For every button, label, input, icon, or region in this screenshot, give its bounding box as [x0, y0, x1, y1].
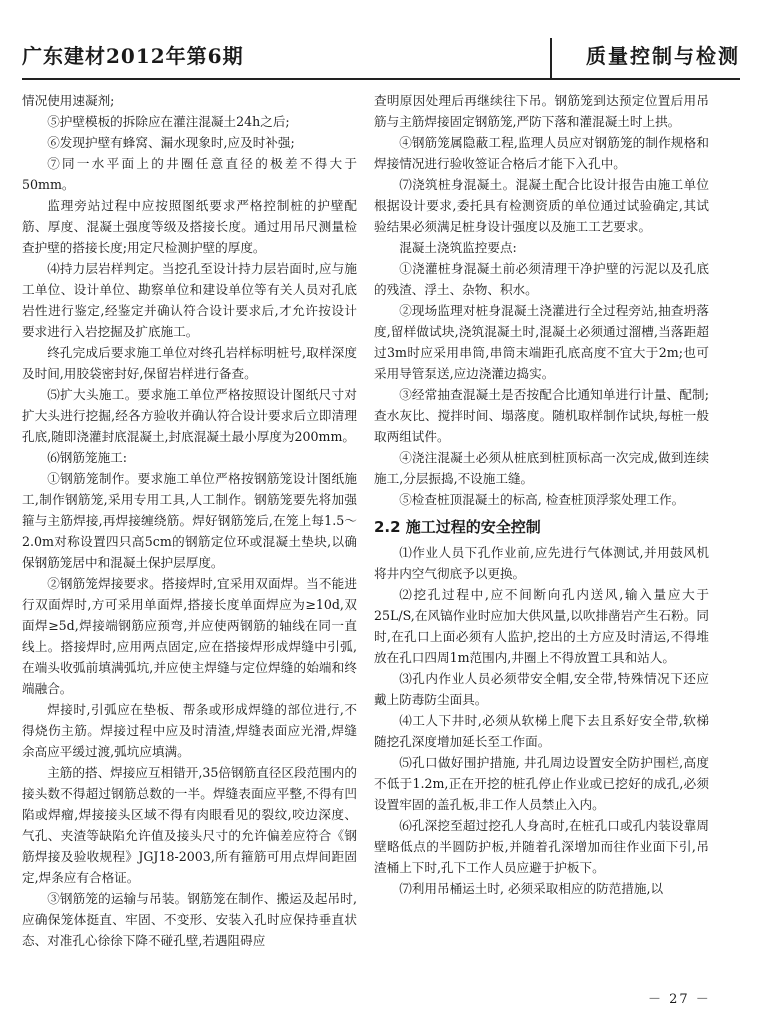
left-paragraph: ⑤护壁模板的拆除应在灌注混凝土24h之后;	[47, 114, 290, 129]
page-number: － 27 －	[648, 992, 711, 1007]
right-paragraph: ⑷工人下井时,必须从软梯上爬下去且系好安全带,软梯随挖孔深度增加延长至工作面。	[374, 713, 709, 749]
left-paragraph: 终孔完成后要求施工单位对终孔岩样标明桩号,取样深度及时间,用胶袋密封好,保留岩样进行备查。	[22, 345, 357, 381]
right-paragraph: ⑹孔深挖至超过挖孔人身高时,在桩孔口或孔内装设靠周壁略低点的半圆防护板,并随着孔深增加而往作业面下引,吊渣桶上下时,孔下工作人员应避于护板下。	[374, 818, 709, 875]
left-paragraph: ③钢筋笼的运输与吊装。钢筋笼在制作、搬运及起吊时,应确保笼体挺直、牢固、不变形、安装入孔时应保持垂直状态、对准孔心徐徐下降不碰孔壁,若遇阻碍应	[22, 891, 357, 948]
running-header	[22, 38, 740, 80]
right-paragraph: 查明原因处理后再继续往下吊。钢筋笼到达预定位置后用吊筋与主筋焊接固定钢筋笼,严防下落和灌混凝土时上拱。	[374, 93, 709, 129]
right-paragraph: ⑺利用吊桶运土时, 必须采取相应的防范措施,以	[399, 881, 664, 896]
right-paragraph: ①浇灌桩身混凝土前必须清理干净护壁的污泥以及孔底的残渣、浮土、杂物、积水。	[374, 261, 709, 297]
right-column	[374, 90, 709, 899]
left-column	[22, 90, 357, 951]
right-paragraph: ②现场监理对桩身混凝土浇灌进行全过程旁站,抽查坍落度,留样做试块,浇筑混凝土时,混凝土必须通过溜槽,当落距超过3m时应采用串筒,串筒末端距孔底高度不宜大于2m;也可采用导管泵送,应边浇灌边捣实。	[374, 303, 709, 381]
right-paragraph: ④浇注混凝土必须从桩底到桩顶标高一次完成,做到连续施工,分层振捣,不设施工缝。	[374, 450, 709, 486]
right-paragraph: 混凝土浇筑监控要点:	[399, 240, 517, 255]
right-paragraph: ③经常抽查混凝土是否按配合比通知单进行计量、配制;查水灰比、搅拌时间、塌落度。随机取样制作试块,每桩一般取两组试件。	[374, 387, 709, 444]
right-paragraph: ⑴作业人员下孔作业前,应先进行气体测试,并用鼓风机将井内空气彻底予以更换。	[374, 545, 709, 581]
section-title: 质量控制与检测	[586, 44, 740, 68]
left-paragraph: ⑸扩大头施工。要求施工单位严格按照设计图纸尺寸对扩大头进行挖掘,经各方验收并确认符合设计要求后立即清理孔底,随即浇灌封底混凝土,封底混凝土最小厚度为200mm。	[22, 387, 357, 444]
right-paragraph: ⑤检查桩顶混凝土的标高, 检查桩顶浮浆处理工作。	[399, 492, 685, 507]
left-paragraph: ①钢筋笼制作。要求施工单位严格按钢筋笼设计图纸施工,制作钢筋笼,采用专用工具,人工制作。钢筋笼要先将加强箍与主筋焊接,再焊接缠绕筋。焊好钢筋笼后,在笼上每1.5～2.0m对称设置四只高5cm的钢筋定位环或混凝土垫块,以确保钢筋笼居中和混凝土保护层厚度。	[22, 471, 357, 570]
journal-title: 广东建材2012年第6期	[22, 44, 244, 68]
left-paragraph: ⑥发现护壁有蜂窝、漏水现象时,应及时补强;	[47, 135, 295, 150]
right-paragraph: ⑺浇筑桩身混凝土。混凝土配合比设计报告由施工单位根据设计要求,委托具有检测资质的单位通过试验确定,其试验结果必须满足桩身设计强度以及施工工艺要求。	[374, 177, 709, 234]
left-paragraph: ⑹钢筋笼施工:	[47, 450, 127, 465]
left-paragraph: ⑦同一水平面上的井圈任意直径的极差不得大于50mm。	[22, 156, 357, 192]
left-paragraph: 情况使用速凝剂;	[22, 93, 115, 108]
left-paragraph: 主筋的搭、焊接应互相错开,35倍钢筋直径区段范围内的接头数不得超过钢筋总数的一半。焊缝表面应平整,不得有凹陷或焊瘤,焊接接头区域不得有肉眼看见的裂纹,咬边深度、气孔、夹渣等缺陷允许值及接头尺寸的允许偏差应符合《钢筋焊接及验收规程》JGJ18-2003,所有箍筋可用点焊间距固定,焊条应有合格证。	[22, 765, 357, 885]
header-divider	[550, 38, 552, 78]
section-heading: 2.2 施工过程的安全控制	[374, 518, 541, 536]
left-paragraph: 焊接时,引弧应在垫板、帮条或形成焊缝的部位进行,不得烧伤主筋。焊接过程中应及时清渣,焊缝表面应光滑,焊缝余高应平缓过渡,弧坑应填满。	[22, 702, 357, 759]
right-paragraph: ⑶孔内作业人员必须带安全帽,安全带,特殊情况下还应戴上防毒防尘面具。	[374, 671, 709, 707]
right-paragraph: ④钢筋笼属隐蔽工程,监理人员应对钢筋笼的制作规格和焊接情况进行验收签证合格后才能下入孔中。	[374, 135, 709, 171]
left-paragraph: ⑷持力层岩样判定。当挖孔至设计持力层岩面时,应与施工单位、设计单位、勘察单位和建设单位等有关人员对孔底岩性进行鉴定,经鉴定并确认符合设计要求后,才允许按设计要求进行入岩挖掘及扩底施工。	[22, 261, 357, 339]
left-paragraph: ②钢筋笼焊接要求。搭接焊时,宜采用双面焊。当不能进行双面焊时,方可采用单面焊,搭接长度单面焊应为≥10d,双面焊≥5d,焊接端钢筋应预弯,并应使两钢筋的轴线在同一直线上。搭接焊时,应用两点固定,应在搭接焊形成焊缝中引弧,在端头收弧前填满弧坑,并应使主焊缝与定位焊缝的始端和终端融合。	[22, 576, 357, 696]
right-paragraph: ⑸孔口做好围护措施, 井孔周边设置安全防护围栏,高度不低于1.2m,正在开挖的桩孔停止作业或已挖好的成孔,必须设置牢固的盖孔板,非工作人员禁止入内。	[374, 755, 709, 812]
left-paragraph: 监理旁站过程中应按照图纸要求严格控制桩的护壁配筋、厚度、混凝土强度等级及搭接长度。通过用吊尺测量检查护壁的搭接长度;用定尺检测护壁的厚度。	[22, 198, 357, 255]
right-paragraph: ⑵挖孔过程中,应不间断向孔内送风,输入量应大于25L/S,在风镐作业时应加大供风量,以吹排凿岩产生石粉。同时,在孔口上面必须有人监护,挖出的土方应及时清运,不得堆放在孔口四周1m范围内,井圈上不得放置工具和站人。	[374, 587, 709, 665]
